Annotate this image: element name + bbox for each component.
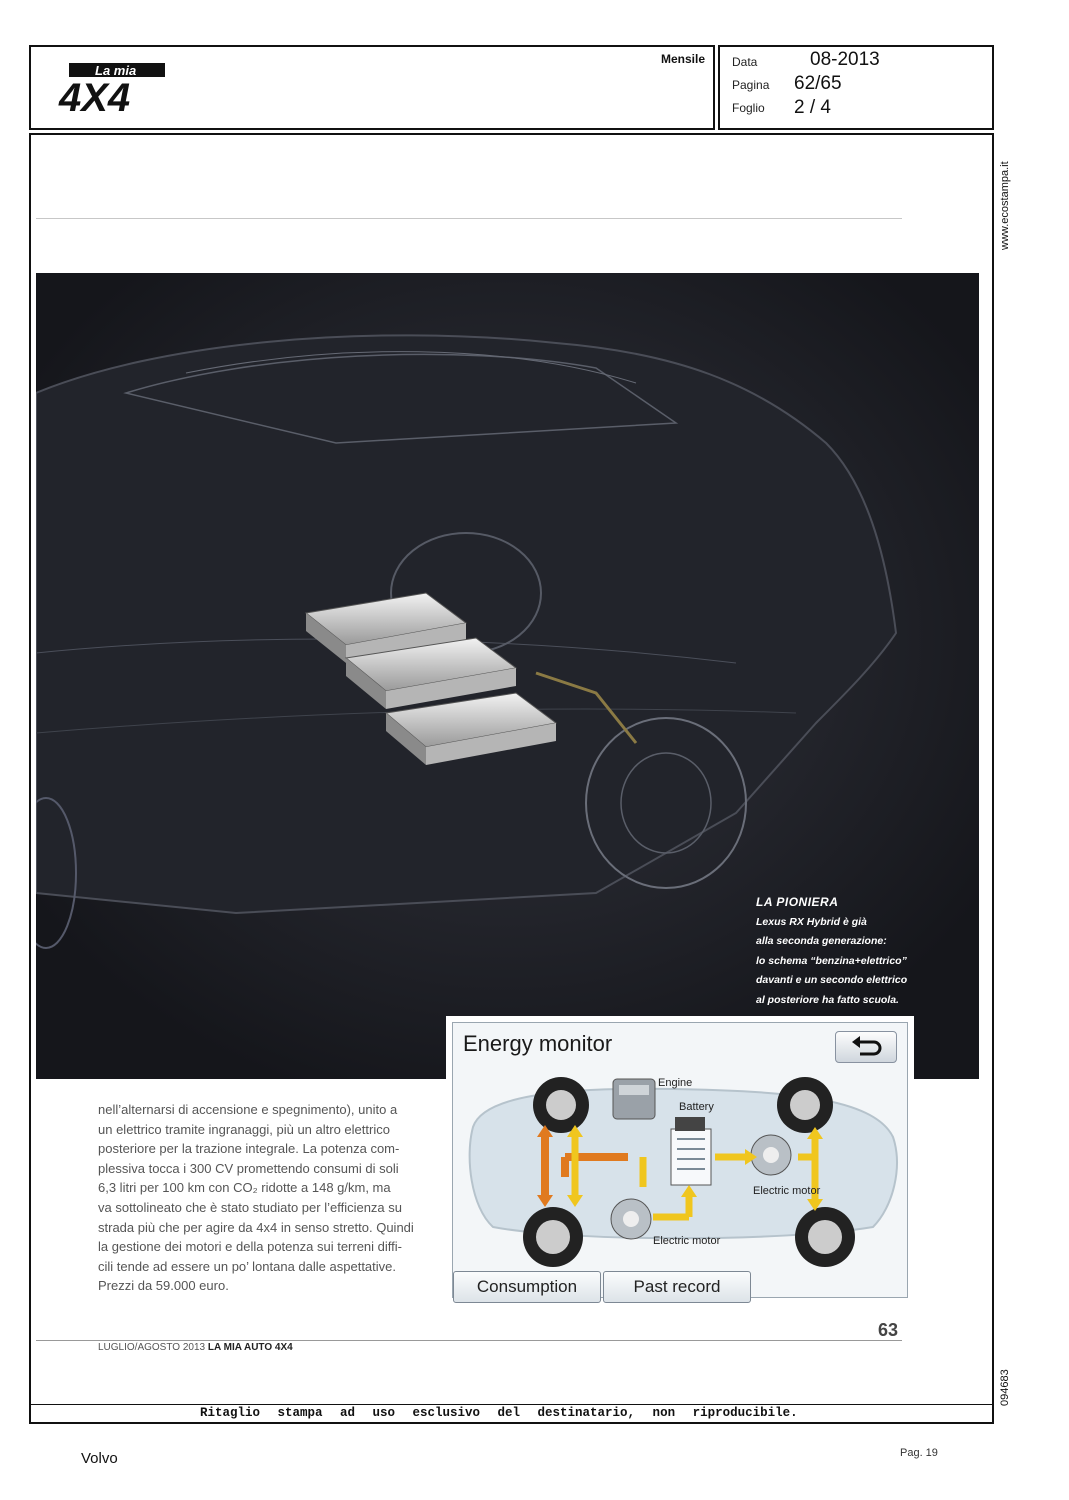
publication-info-box xyxy=(718,45,994,130)
engine-label: Engine xyxy=(658,1077,693,1089)
caption-line: alla seconda generazione: xyxy=(756,935,887,947)
caption-line: lo schema “benzina+elettrico” xyxy=(756,954,907,967)
footer-issue xyxy=(98,1342,293,1353)
magazine-logo xyxy=(55,61,175,115)
rear-motor-label: Electric motor xyxy=(753,1185,821,1197)
page-number: 63 xyxy=(878,1320,899,1340)
article-line: va sottolineato che è stato studiato per l’efficienza su xyxy=(98,1199,403,1215)
caption-line: davanti e un secondo elettrico xyxy=(756,974,908,986)
date-label: Data xyxy=(732,55,758,69)
side-code xyxy=(996,1362,1012,1408)
energy-monitor-title: Energy monitor xyxy=(463,1031,613,1056)
wheel-icon xyxy=(523,1207,583,1267)
car-cutaway-photo xyxy=(36,273,979,1079)
energy-monitor-screen xyxy=(446,1016,914,1298)
caption-line: Lexus RX Hybrid è già xyxy=(756,915,867,928)
side-url xyxy=(996,148,1012,252)
article-line: strada più che per agire da 4x4 in senso stretto. Quindi xyxy=(98,1219,414,1235)
side-url-text: www.ecostampa.it xyxy=(999,161,1011,250)
battery-label: Battery xyxy=(679,1101,714,1113)
sheet-value: 2 / 4 xyxy=(794,97,831,118)
masthead-box xyxy=(29,45,715,130)
frequency-label: Mensile xyxy=(660,52,705,66)
front-motor-label: Electric motor xyxy=(653,1235,721,1247)
article-line: 6,3 litri per 100 km con CO₂ ridotte a 148 g/km, ma xyxy=(98,1180,391,1196)
electric-motor-icon xyxy=(611,1199,651,1239)
battery-icon xyxy=(671,1117,711,1185)
footer-magazine: LA MIA AUTO 4X4 xyxy=(207,1342,293,1353)
logo-big-text: 4X4 xyxy=(59,76,131,115)
article-line: plessiva tocca i 300 CV promettendo consumi di soli xyxy=(98,1160,399,1176)
date-value: 08-2013 xyxy=(810,49,880,70)
article-text xyxy=(98,1100,438,1296)
logo-small-text: La mia xyxy=(95,63,137,78)
wheel-icon xyxy=(533,1077,589,1133)
consumption-button[interactable]: Consumption xyxy=(453,1271,601,1303)
footer-rule xyxy=(36,1340,902,1341)
reproduction-notice: Ritaglio stampa ad uso esclusivo del destinatario, non riproducibile. xyxy=(200,1406,798,1420)
photo-caption xyxy=(756,893,907,1010)
electric-motor-icon xyxy=(751,1135,791,1175)
side-code-text: 094683 xyxy=(999,1369,1011,1406)
engine-icon xyxy=(613,1079,655,1119)
clipping-page: Pag. 19 xyxy=(900,1447,938,1459)
wheel-icon xyxy=(777,1077,833,1133)
back-arrow-icon xyxy=(836,1032,896,1062)
notice-rule xyxy=(29,1404,994,1405)
footer-issue-date: LUGLIO/AGOSTO 2013 xyxy=(98,1342,206,1353)
caption-line: al posteriore ha fatto scuola. xyxy=(756,993,899,1006)
sheet-label: Foglio xyxy=(732,101,765,115)
back-button[interactable] xyxy=(835,1031,897,1063)
article-line: la gestione dei motori e della potenza sui terreni diffi- xyxy=(98,1239,402,1255)
caption-title: LA PIONIERA xyxy=(756,895,839,909)
wheel-icon xyxy=(795,1207,855,1267)
article-line: Prezzi da 59.000 euro. xyxy=(98,1278,229,1294)
energy-monitor-panel xyxy=(452,1022,908,1298)
client-name: Volvo xyxy=(81,1450,118,1467)
top-rule xyxy=(36,218,902,219)
article-line: cili tende ad essere un po’ lontana dalle aspettative. xyxy=(98,1258,396,1274)
page-label: Pagina xyxy=(732,78,770,92)
page-value: 62/65 xyxy=(794,73,842,94)
article-line: nell’alternarsi di accensione e spegnimento), unito a xyxy=(98,1102,398,1117)
article-line: posteriore per la trazione integrale. La potenza com- xyxy=(98,1141,400,1157)
past-record-button[interactable]: Past record xyxy=(603,1271,751,1303)
article-line: un elettrico tramite ingranaggi, più un altro elettrico xyxy=(98,1121,390,1137)
